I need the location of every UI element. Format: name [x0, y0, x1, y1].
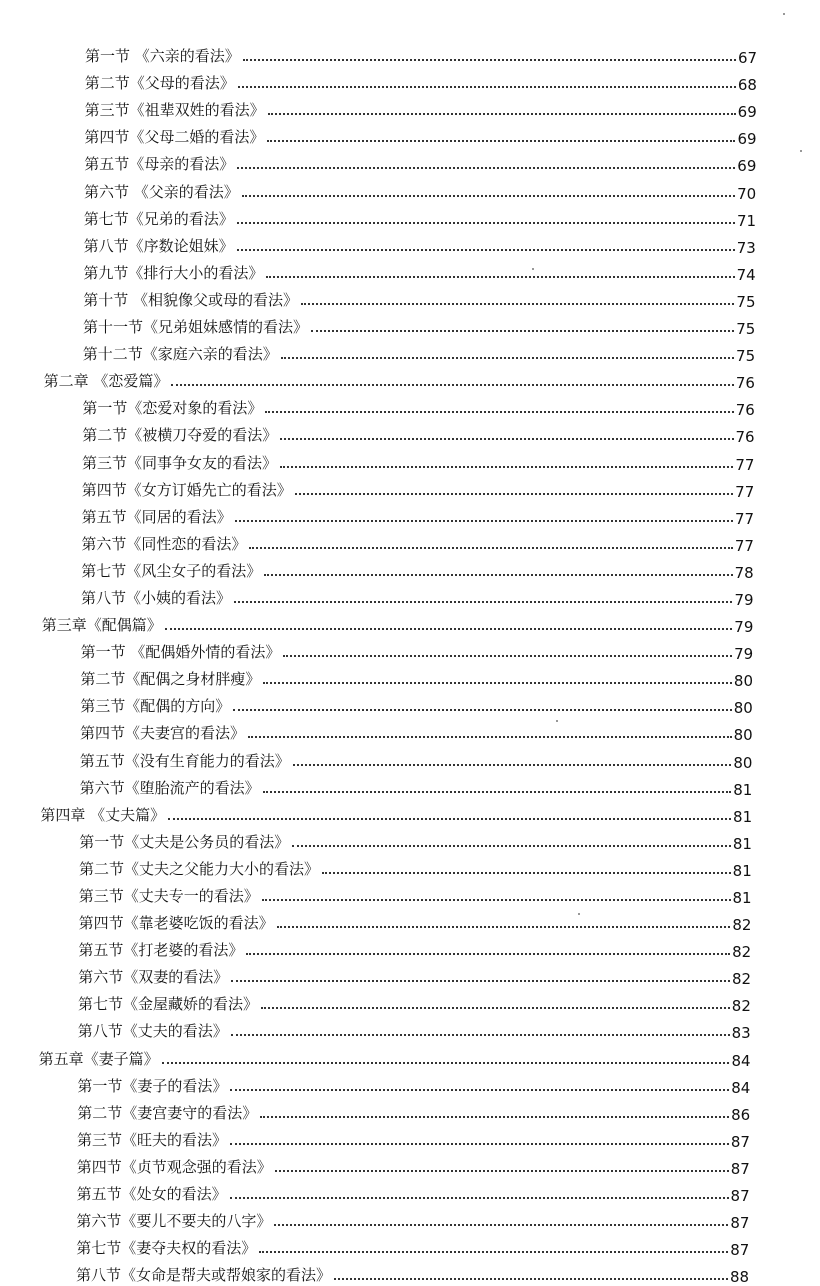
- page-number: 84: [731, 1078, 751, 1097]
- toc-section-row[interactable]: [0, 717, 820, 744]
- toc-section-row[interactable]: [0, 474, 820, 501]
- dot-leader: [168, 818, 731, 820]
- page-number: 77: [734, 536, 754, 555]
- page-number: 87: [730, 1214, 750, 1233]
- section-title: 第二节《丈夫之父能力大小的看法》: [79, 859, 320, 878]
- page-number: 70: [737, 184, 757, 203]
- section-title: 第六节《双妻的看法》: [78, 968, 229, 987]
- section-title: 第四节《贞节观念强的看法》: [76, 1157, 272, 1176]
- toc-section-row[interactable]: [0, 284, 820, 311]
- dot-leader: [283, 655, 732, 657]
- section-title: 第二节《被横刀夺爱的看法》: [82, 426, 278, 445]
- dot-leader: [267, 140, 735, 142]
- toc-section-row[interactable]: [0, 311, 820, 338]
- page-number: 69: [737, 130, 757, 149]
- scan-speck: [800, 150, 802, 152]
- toc-section-row[interactable]: [0, 501, 820, 528]
- toc-section-row[interactable]: [0, 148, 820, 175]
- toc-section-row[interactable]: [0, 880, 820, 907]
- toc-section-row[interactable]: [0, 94, 820, 121]
- dot-leader: [295, 493, 733, 495]
- page-number: 87: [730, 1187, 750, 1206]
- section-title: 第五节《没有生育能力的看法》: [79, 751, 290, 770]
- dot-leader: [259, 1251, 728, 1253]
- section-title: 第三节《旺夫的看法》: [77, 1130, 228, 1149]
- dot-leader: [234, 601, 732, 603]
- dot-leader: [277, 926, 731, 928]
- dot-leader: [230, 1197, 729, 1199]
- toc-section-row[interactable]: [0, 1124, 820, 1151]
- dot-leader: [266, 276, 734, 278]
- dot-leader: [301, 303, 734, 305]
- section-title: 第三节《丈夫专一的看法》: [78, 887, 259, 905]
- dot-leader: [262, 899, 731, 901]
- section-title: 第六节《堕胎流产的看法》: [79, 778, 260, 797]
- page-number: 69: [737, 103, 757, 122]
- toc-section-row[interactable]: [0, 826, 820, 853]
- section-title: 第十节 《相貌像父或母的看法》: [83, 290, 298, 309]
- dot-leader: [238, 86, 736, 88]
- section-title: 第四节《父母二婚的看法》: [84, 128, 265, 147]
- toc-section-row[interactable]: [0, 582, 820, 609]
- section-title: 第一节《丈夫是公务员的看法》: [79, 832, 290, 851]
- toc-section-row[interactable]: [0, 338, 820, 365]
- section-title: 第八节《丈夫的看法》: [77, 1022, 228, 1041]
- section-title: 第五节《处女的看法》: [76, 1185, 227, 1204]
- page-number: 71: [736, 211, 757, 230]
- dot-leader: [275, 1170, 729, 1172]
- chapter-title: 第二章 《恋爱篇》: [43, 372, 169, 391]
- page-number: 75: [736, 320, 756, 339]
- scan-speck: [783, 13, 785, 15]
- page-number: 81: [732, 834, 752, 853]
- dot-leader: [230, 1143, 729, 1145]
- toc-chapter-row[interactable]: [0, 1042, 820, 1069]
- page-number: 87: [730, 1159, 750, 1178]
- dot-leader: [274, 1224, 728, 1226]
- page-number: 82: [732, 943, 752, 962]
- toc-section-row[interactable]: [0, 528, 820, 555]
- section-title: 第二节《妻宫妻守的看法》: [77, 1103, 258, 1122]
- section-title: 第四节《女方订婚先亡的看法》: [81, 480, 292, 499]
- page-number: 80: [733, 672, 754, 691]
- toc-chapter-row[interactable]: [0, 609, 820, 636]
- dot-leader: [230, 1089, 729, 1091]
- dot-leader: [292, 845, 731, 847]
- chapter-title: 第五章《妻子篇》: [38, 1049, 159, 1068]
- toc-section-row[interactable]: [0, 1151, 820, 1178]
- dot-leader: [260, 1116, 729, 1118]
- dot-leader: [268, 113, 736, 115]
- toc-section-row[interactable]: [0, 175, 820, 202]
- page-number: 87: [730, 1241, 750, 1260]
- dot-leader: [242, 195, 735, 197]
- dot-leader: [280, 438, 733, 440]
- toc-section-row[interactable]: [0, 1097, 820, 1124]
- page-number: 81: [733, 807, 753, 826]
- dot-leader: [237, 249, 735, 251]
- toc-section-row[interactable]: [0, 636, 820, 663]
- dot-leader: [165, 628, 732, 630]
- page-number: 73: [736, 238, 756, 257]
- toc-section-row[interactable]: [0, 961, 820, 988]
- table-of-contents: [0, 40, 820, 1286]
- toc-section-row[interactable]: [0, 555, 820, 582]
- dot-leader: [237, 222, 735, 224]
- dot-leader: [293, 764, 732, 766]
- section-title: 第三节《配偶的方向》: [80, 697, 231, 716]
- section-title: 第四节《靠老婆吃饭的看法》: [78, 914, 274, 933]
- section-title: 第七节《金屋藏娇的看法》: [78, 995, 259, 1014]
- page-number: 81: [732, 861, 752, 880]
- page-number: 87: [730, 1132, 750, 1151]
- toc-section-row[interactable]: [0, 257, 820, 284]
- section-title: 第五节《母亲的看法》: [84, 155, 235, 174]
- dot-leader: [249, 547, 732, 549]
- section-title: 第十一节《兄弟姐妹感情的看法》: [83, 318, 309, 337]
- page-number: 76: [735, 428, 755, 447]
- page-number: 76: [735, 401, 755, 420]
- toc-chapter-row[interactable]: [0, 799, 820, 826]
- dot-leader: [171, 384, 734, 386]
- dot-leader: [334, 1278, 728, 1280]
- section-title: 第三节《同事争女友的看法》: [82, 453, 278, 472]
- section-title: 第二节《父母的看法》: [84, 74, 235, 93]
- toc-section-row[interactable]: [0, 988, 820, 1015]
- page-number: 83: [731, 1024, 751, 1043]
- section-title: 第七节《兄弟的看法》: [83, 209, 234, 228]
- dot-leader: [246, 953, 730, 955]
- chapter-title: 第四章 《丈夫篇》: [40, 805, 166, 824]
- dot-leader: [311, 330, 734, 332]
- toc-section-row[interactable]: [0, 1015, 820, 1042]
- dot-leader: [237, 167, 735, 169]
- toc-section-row[interactable]: [0, 853, 820, 880]
- section-title: 第五节《打老婆的看法》: [78, 941, 244, 960]
- dot-leader: [231, 980, 730, 982]
- section-title: 第八节《序数论姐妹》: [83, 236, 234, 255]
- page-number: 81: [732, 889, 752, 907]
- page-number: 77: [734, 509, 755, 528]
- section-title: 第十二节《家庭六亲的看法》: [82, 345, 278, 364]
- dot-leader: [162, 1062, 730, 1064]
- section-title: 第一节 《六亲的看法》: [85, 47, 240, 66]
- dot-leader: [248, 736, 732, 738]
- toc-section-row[interactable]: [0, 1178, 820, 1205]
- scan-speck: [578, 913, 580, 915]
- toc-section-row[interactable]: [0, 446, 820, 473]
- page-number: 79: [734, 590, 754, 609]
- dot-leader: [281, 357, 734, 359]
- section-title: 第六节 《父亲的看法》: [84, 182, 239, 201]
- page-number: 74: [736, 265, 756, 284]
- dot-leader: [231, 1034, 730, 1036]
- scan-speck: [556, 720, 558, 722]
- page-number: 88: [730, 1268, 750, 1286]
- chapter-title: 第三章《配偶篇》: [41, 616, 162, 635]
- section-title: 第四节《夫妻宫的看法》: [80, 724, 246, 743]
- toc-section-row[interactable]: [0, 1232, 820, 1259]
- page-number: 77: [735, 482, 755, 501]
- dot-leader: [264, 574, 732, 576]
- toc-section-row[interactable]: [0, 744, 820, 771]
- toc-section-row[interactable]: [0, 907, 820, 934]
- section-title: 第七节《风尘女子的看法》: [81, 561, 262, 580]
- page-number: 68: [737, 76, 757, 95]
- page-number: 82: [731, 970, 752, 989]
- page-number: 79: [734, 618, 754, 637]
- page-number: 86: [731, 1105, 751, 1124]
- page-number: 75: [736, 292, 756, 311]
- page-number: 82: [732, 916, 752, 935]
- toc-section-row[interactable]: [0, 121, 820, 148]
- page-number: 80: [733, 726, 753, 745]
- section-title: 第八节《女命是帮夫或帮娘家的看法》: [76, 1266, 332, 1285]
- page-number: 77: [735, 455, 755, 474]
- section-title: 第七节《妻夺夫权的看法》: [76, 1239, 257, 1258]
- section-title: 第二节《配偶之身材胖瘦》: [80, 670, 261, 689]
- page-number: 78: [734, 563, 754, 582]
- page-number: 79: [734, 645, 754, 664]
- page-number: 80: [733, 699, 753, 718]
- section-title: 第一节《妻子的看法》: [77, 1076, 228, 1095]
- toc-section-row[interactable]: [0, 934, 820, 961]
- section-title: 第六节《同性恋的看法》: [81, 534, 247, 553]
- page-number: 82: [731, 997, 751, 1016]
- toc-section-row[interactable]: [0, 203, 820, 230]
- section-title: 第一节《恋爱对象的看法》: [82, 399, 263, 418]
- dot-leader: [322, 872, 731, 874]
- toc-section-row[interactable]: [0, 40, 820, 67]
- dot-leader: [243, 59, 736, 61]
- page-number: 69: [737, 157, 757, 176]
- dot-leader: [263, 791, 732, 793]
- section-title: 第一节 《配偶婚外情的看法》: [80, 643, 281, 662]
- toc-chapter-row[interactable]: [0, 365, 820, 392]
- scan-speck: [532, 268, 534, 270]
- page-number: 84: [731, 1051, 751, 1070]
- dot-leader: [261, 1007, 730, 1009]
- page-number: 67: [738, 49, 758, 68]
- dot-leader: [235, 520, 733, 522]
- toc-section-row[interactable]: [0, 772, 820, 799]
- dot-leader: [265, 411, 733, 413]
- page-number: 75: [736, 347, 756, 366]
- dot-leader: [280, 466, 733, 468]
- page-number: 81: [733, 780, 753, 799]
- toc-section-row[interactable]: [0, 663, 820, 690]
- section-title: 第三节《祖辈双姓的看法》: [84, 101, 265, 120]
- section-title: 第九节《排行大小的看法》: [83, 263, 264, 282]
- toc-section-row[interactable]: [0, 419, 820, 446]
- toc-section-row[interactable]: [0, 690, 820, 717]
- toc-section-row[interactable]: [0, 1070, 820, 1097]
- toc-section-row[interactable]: [0, 1205, 820, 1232]
- page-number: 80: [733, 753, 753, 772]
- section-title: 第五节《同居的看法》: [81, 507, 232, 526]
- section-title: 第六节《要儿不要夫的八字》: [76, 1212, 272, 1231]
- dot-leader: [233, 709, 732, 711]
- page-number: 76: [735, 374, 755, 393]
- dot-leader: [263, 682, 732, 684]
- toc-section-row[interactable]: [0, 67, 820, 94]
- toc-section-row[interactable]: [0, 392, 820, 419]
- toc-section-row[interactable]: [0, 230, 820, 257]
- section-title: 第八节《小姨的看法》: [81, 588, 232, 607]
